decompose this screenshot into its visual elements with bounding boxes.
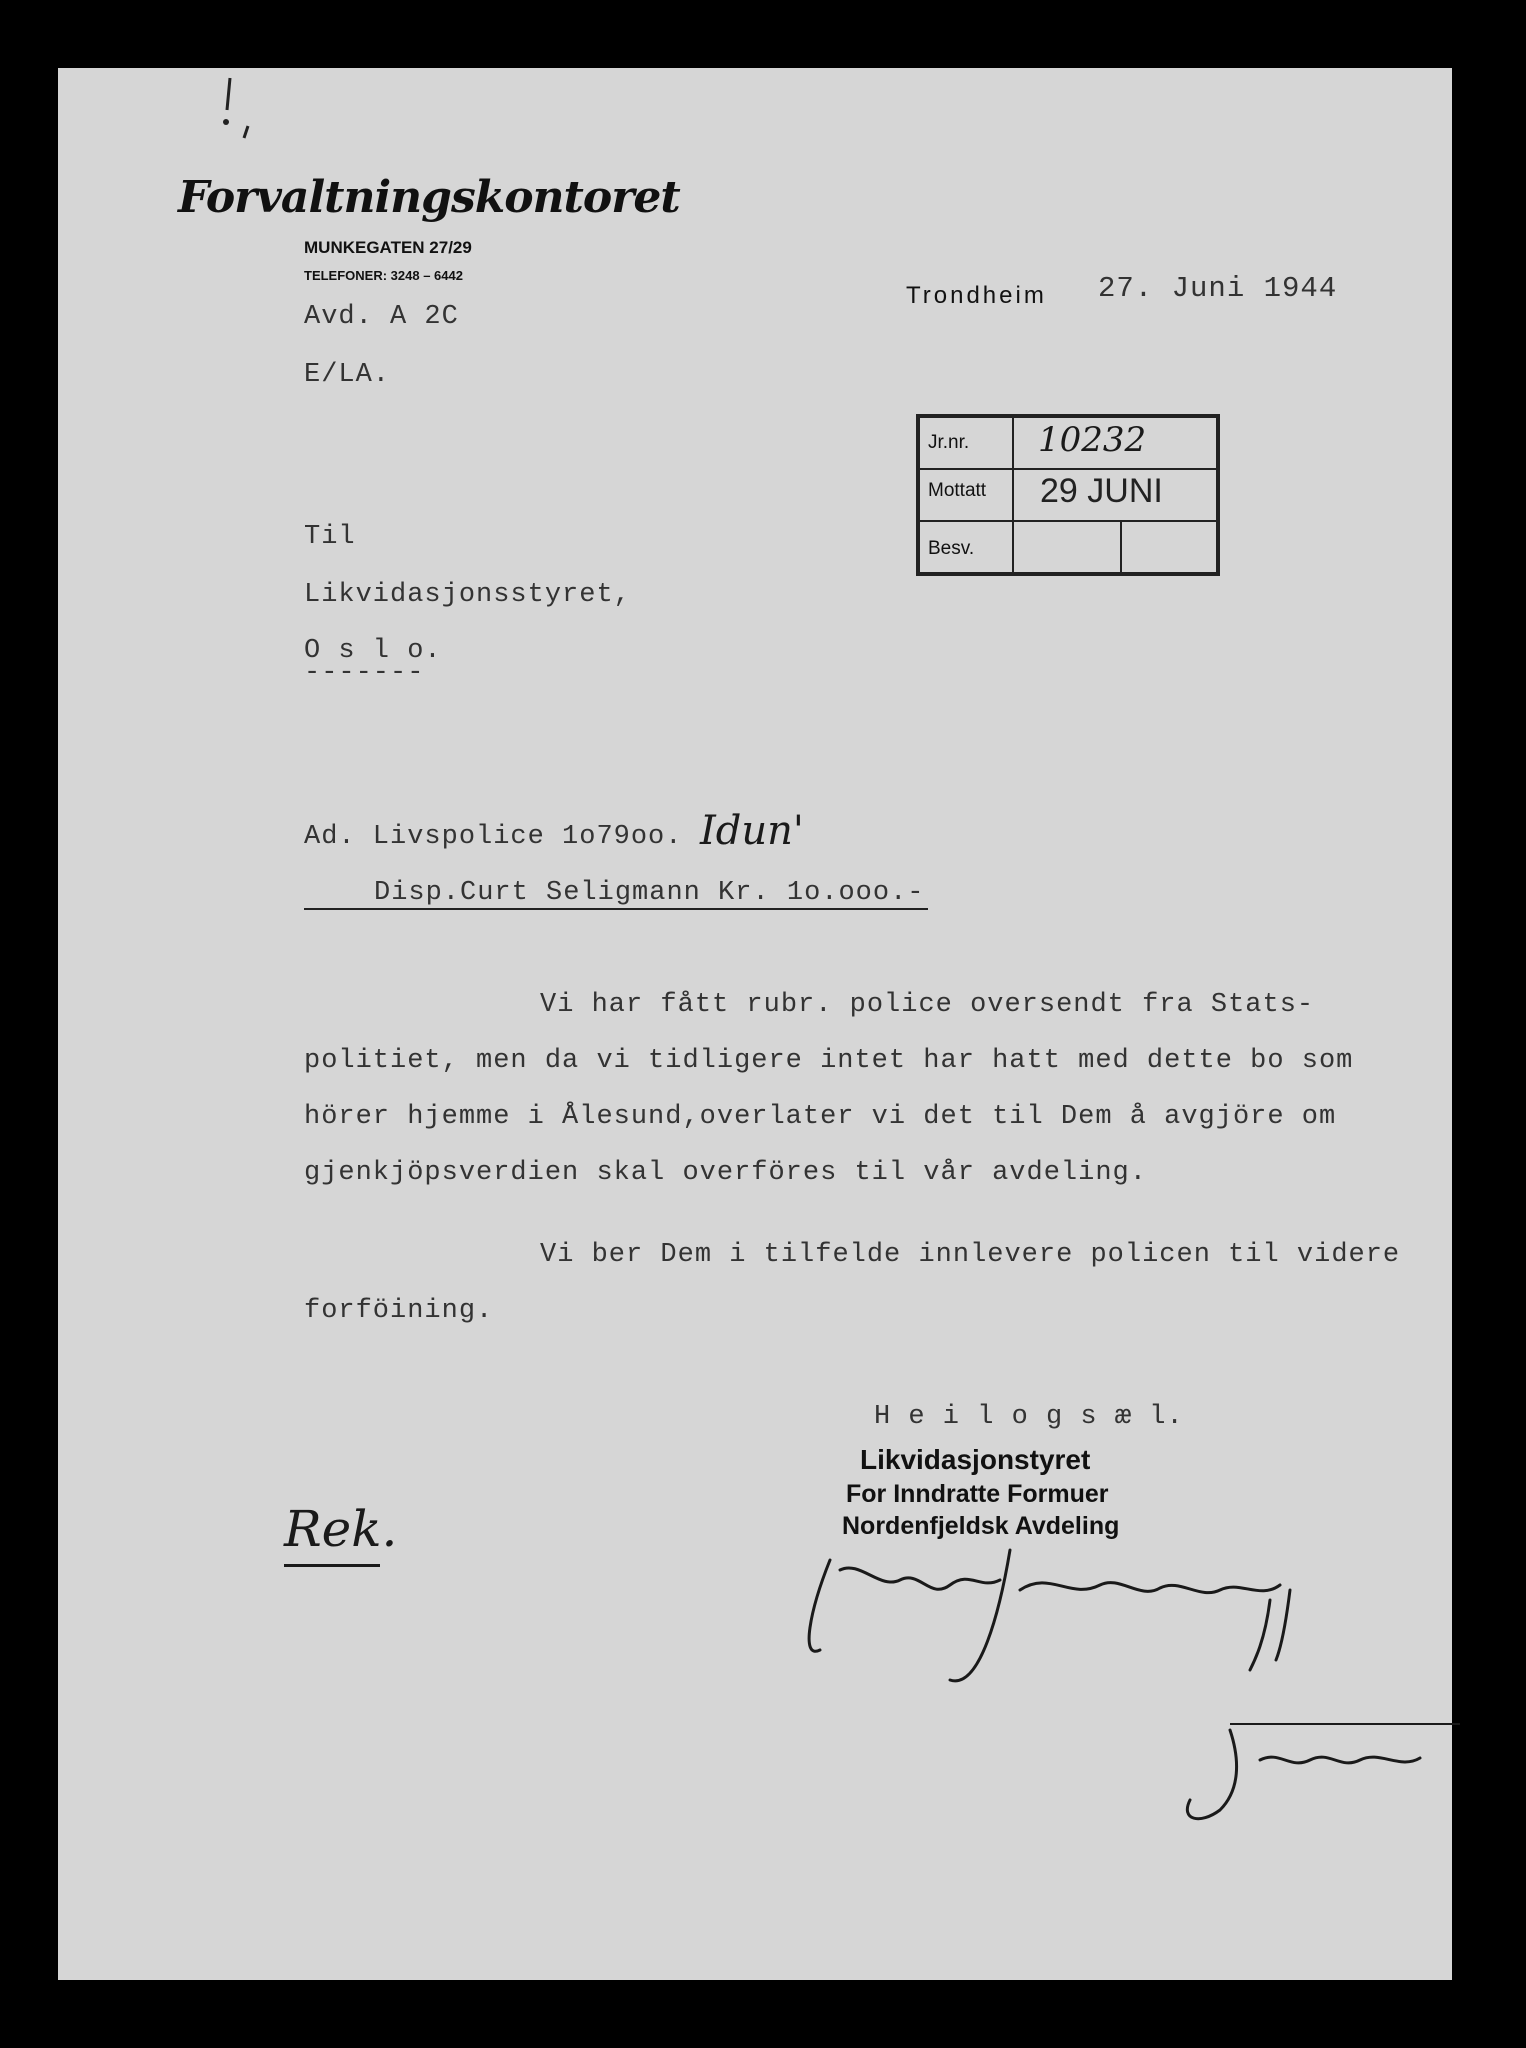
body-line: Vi har fått rubr. police oversendt fra Stats- (540, 990, 1315, 1020)
jr-label: Jr.nr. (928, 432, 970, 453)
handwritten-signature-2 (1140, 1720, 1460, 1830)
signature-stamp-line-2: For Inndratte Formuer (846, 1480, 1109, 1508)
letter-date: 27. Juni 1944 (1098, 272, 1338, 305)
handwritten-signature (800, 1530, 1320, 1700)
place: Trondheim (906, 282, 1047, 309)
received-stamp (916, 414, 1220, 576)
ink-mark (218, 76, 258, 146)
department-ref: Avd. A 2C (304, 302, 459, 332)
signature-stamp-line-1: Likvidasjonstyret (860, 1444, 1091, 1475)
subject-line-1: Ad. Livspolice 1o79oo. (304, 822, 683, 852)
recipient-prefix: Til (304, 522, 356, 552)
rek-underline (284, 1564, 380, 1567)
company-street: MUNKEGATEN 27/29 (304, 238, 472, 257)
signature-stamp-line-3: Nordenfjeldsk Avdeling (842, 1512, 1120, 1540)
received-date: 29 JUNI (1040, 472, 1163, 510)
besv-label: Besv. (928, 538, 975, 559)
body-line: hörer hjemme i Ålesund,overlater vi det til Dem å avgjöre om (304, 1102, 1337, 1132)
subject-line-2: Disp.Curt Seligmann Kr. 1o.ooo.- (374, 878, 925, 908)
body-line: politiet, men da vi tidligere intet har hatt med dette bo som (304, 1046, 1354, 1076)
jr-number: 10232 (1038, 420, 1147, 460)
mottatt-label: Mottatt (928, 480, 987, 501)
subject-underline (304, 908, 928, 910)
handwritten-idun: Idun' (700, 808, 804, 854)
body-line: Vi ber Dem i tilfelde innlevere policen til videre (540, 1240, 1401, 1270)
company-phone: TELEFONER: 3248 – 6442 (304, 268, 463, 283)
rek-annotation: Rek. (284, 1500, 398, 1558)
recipient-city-underline: ------- (304, 658, 425, 688)
recipient-name: Likvidasjonsstyret, (304, 580, 631, 610)
body-line: gjenkjöpsverdien skal overföres til vår avdeling. (304, 1158, 1147, 1188)
body-line: forföining. (304, 1296, 494, 1326)
recipient-city: O s l o. (304, 636, 442, 666)
initials-ref: E/LA. (304, 360, 391, 390)
company-name: Forvaltningskontoret (178, 172, 680, 223)
closing-greeting: H e i l o g s æ l. (874, 1402, 1184, 1432)
